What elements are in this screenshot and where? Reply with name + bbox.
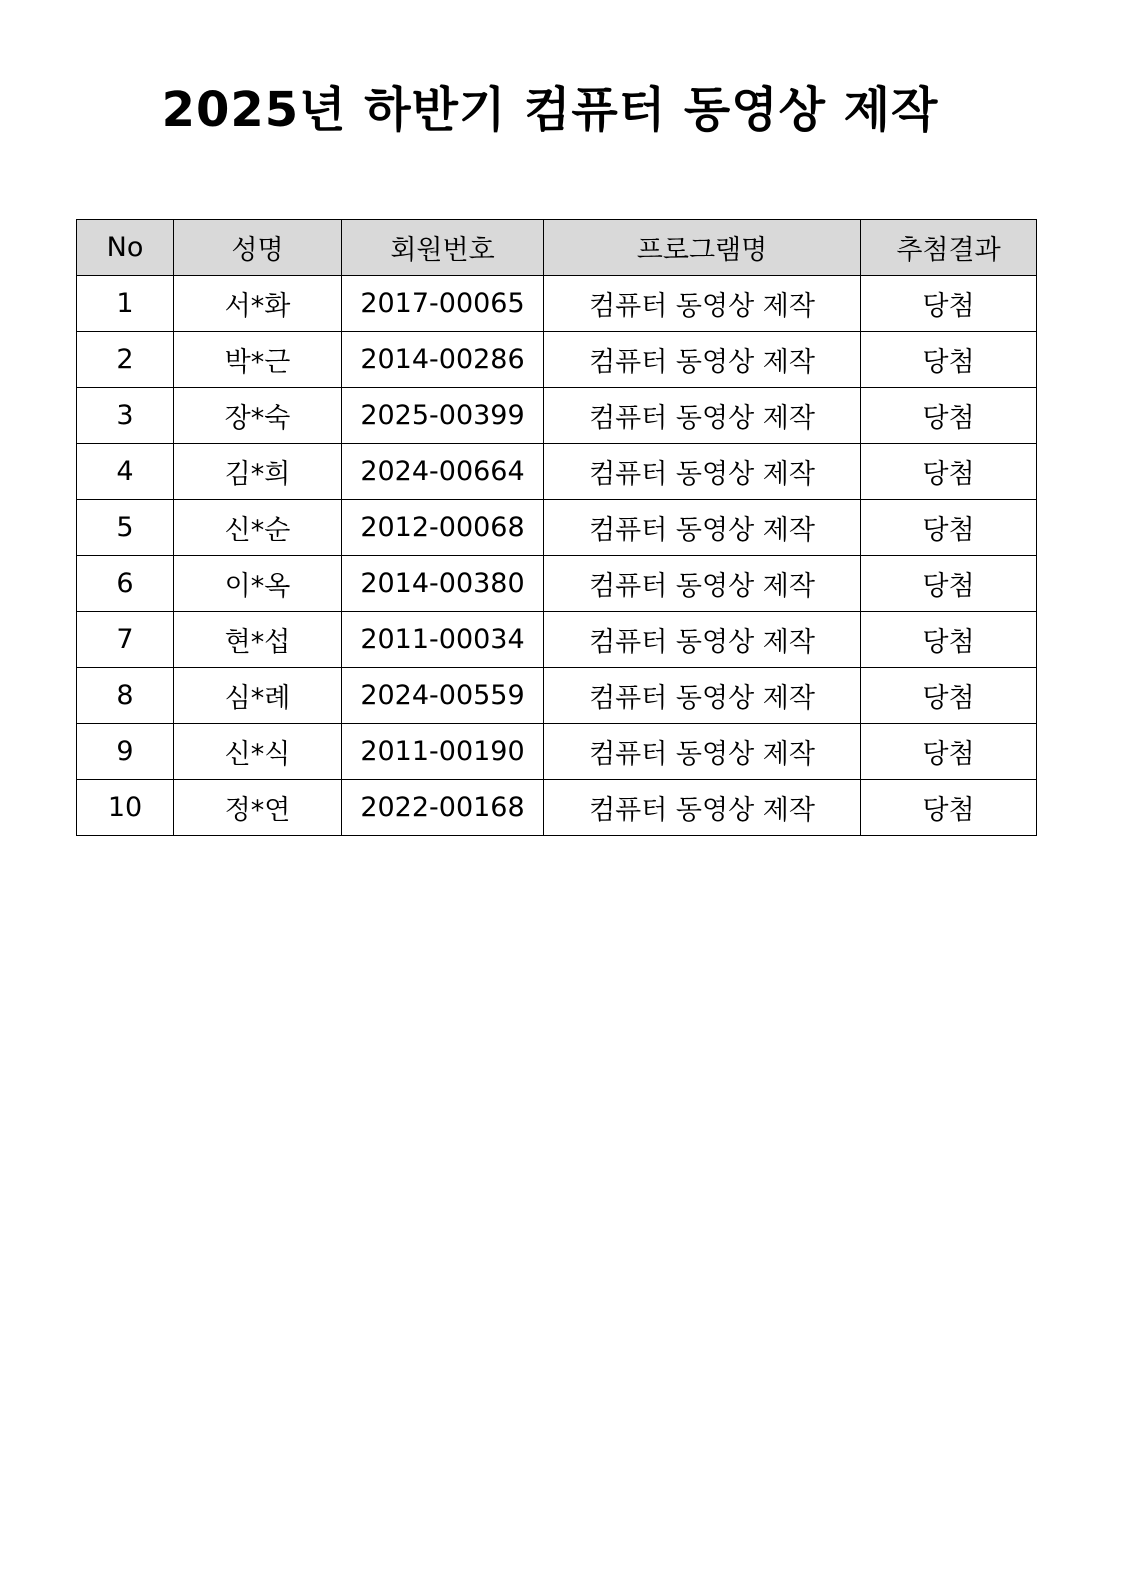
cell-name: 정*연 (174, 780, 342, 836)
cell-name: 서*화 (174, 276, 342, 332)
cell-result: 당첨 (861, 724, 1037, 780)
cell-name: 신*식 (174, 724, 342, 780)
cell-no: 10 (77, 780, 174, 836)
cell-member-id: 2012-00068 (342, 500, 544, 556)
table-row (77, 724, 1037, 780)
table-row (77, 500, 1037, 556)
table-row (77, 332, 1037, 388)
cell-program: 컴퓨터 동영상 제작 (544, 500, 861, 556)
cell-result: 당첨 (861, 276, 1037, 332)
cell-member-id: 2017-00065 (342, 276, 544, 332)
table-row (77, 780, 1037, 836)
cell-member-id: 2024-00664 (342, 444, 544, 500)
cell-program: 컴퓨터 동영상 제작 (544, 276, 861, 332)
table-header (77, 220, 1037, 276)
cell-result: 당첨 (861, 444, 1037, 500)
cell-member-id: 2011-00190 (342, 724, 544, 780)
cell-no: 1 (77, 276, 174, 332)
page-title: 2025년 하반기 컴퓨터 동영상 제작 (161, 82, 939, 138)
cell-program: 컴퓨터 동영상 제작 (544, 612, 861, 668)
cell-no: 2 (77, 332, 174, 388)
cell-member-id: 2024-00559 (342, 668, 544, 724)
cell-program: 컴퓨터 동영상 제작 (544, 388, 861, 444)
cell-no: 6 (77, 556, 174, 612)
table-row (77, 668, 1037, 724)
cell-program: 컴퓨터 동영상 제작 (544, 668, 861, 724)
table-row (77, 612, 1037, 668)
header-name: 성명 (174, 220, 342, 276)
table-row (77, 388, 1037, 444)
cell-result: 당첨 (861, 388, 1037, 444)
table-body (77, 276, 1037, 836)
cell-result: 당첨 (861, 500, 1037, 556)
cell-member-id: 2025-00399 (342, 388, 544, 444)
header-row (77, 220, 1037, 276)
header-no: No (77, 220, 174, 276)
cell-no: 8 (77, 668, 174, 724)
cell-name: 김*희 (174, 444, 342, 500)
header-result: 추첨결과 (861, 220, 1037, 276)
cell-name: 심*례 (174, 668, 342, 724)
cell-no: 7 (77, 612, 174, 668)
cell-member-id: 2022-00168 (342, 780, 544, 836)
cell-no: 4 (77, 444, 174, 500)
cell-program: 컴퓨터 동영상 제작 (544, 556, 861, 612)
cell-program: 컴퓨터 동영상 제작 (544, 780, 861, 836)
table-row (77, 556, 1037, 612)
cell-name: 현*섭 (174, 612, 342, 668)
cell-result: 당첨 (861, 556, 1037, 612)
header-member-id: 회원번호 (342, 220, 544, 276)
cell-result: 당첨 (861, 612, 1037, 668)
cell-name: 이*옥 (174, 556, 342, 612)
cell-result: 당첨 (861, 332, 1037, 388)
cell-result: 당첨 (861, 780, 1037, 836)
cell-program: 컴퓨터 동영상 제작 (544, 444, 861, 500)
cell-no: 3 (77, 388, 174, 444)
cell-no: 5 (77, 500, 174, 556)
cell-name: 신*순 (174, 500, 342, 556)
cell-name: 장*숙 (174, 388, 342, 444)
table-row (77, 276, 1037, 332)
table-row (77, 444, 1037, 500)
lottery-results-table (76, 219, 1037, 836)
cell-result: 당첨 (861, 668, 1037, 724)
cell-program: 컴퓨터 동영상 제작 (544, 332, 861, 388)
cell-member-id: 2014-00286 (342, 332, 544, 388)
cell-program: 컴퓨터 동영상 제작 (544, 724, 861, 780)
cell-member-id: 2014-00380 (342, 556, 544, 612)
cell-name: 박*근 (174, 332, 342, 388)
header-program: 프로그램명 (544, 220, 861, 276)
cell-no: 9 (77, 724, 174, 780)
cell-member-id: 2011-00034 (342, 612, 544, 668)
